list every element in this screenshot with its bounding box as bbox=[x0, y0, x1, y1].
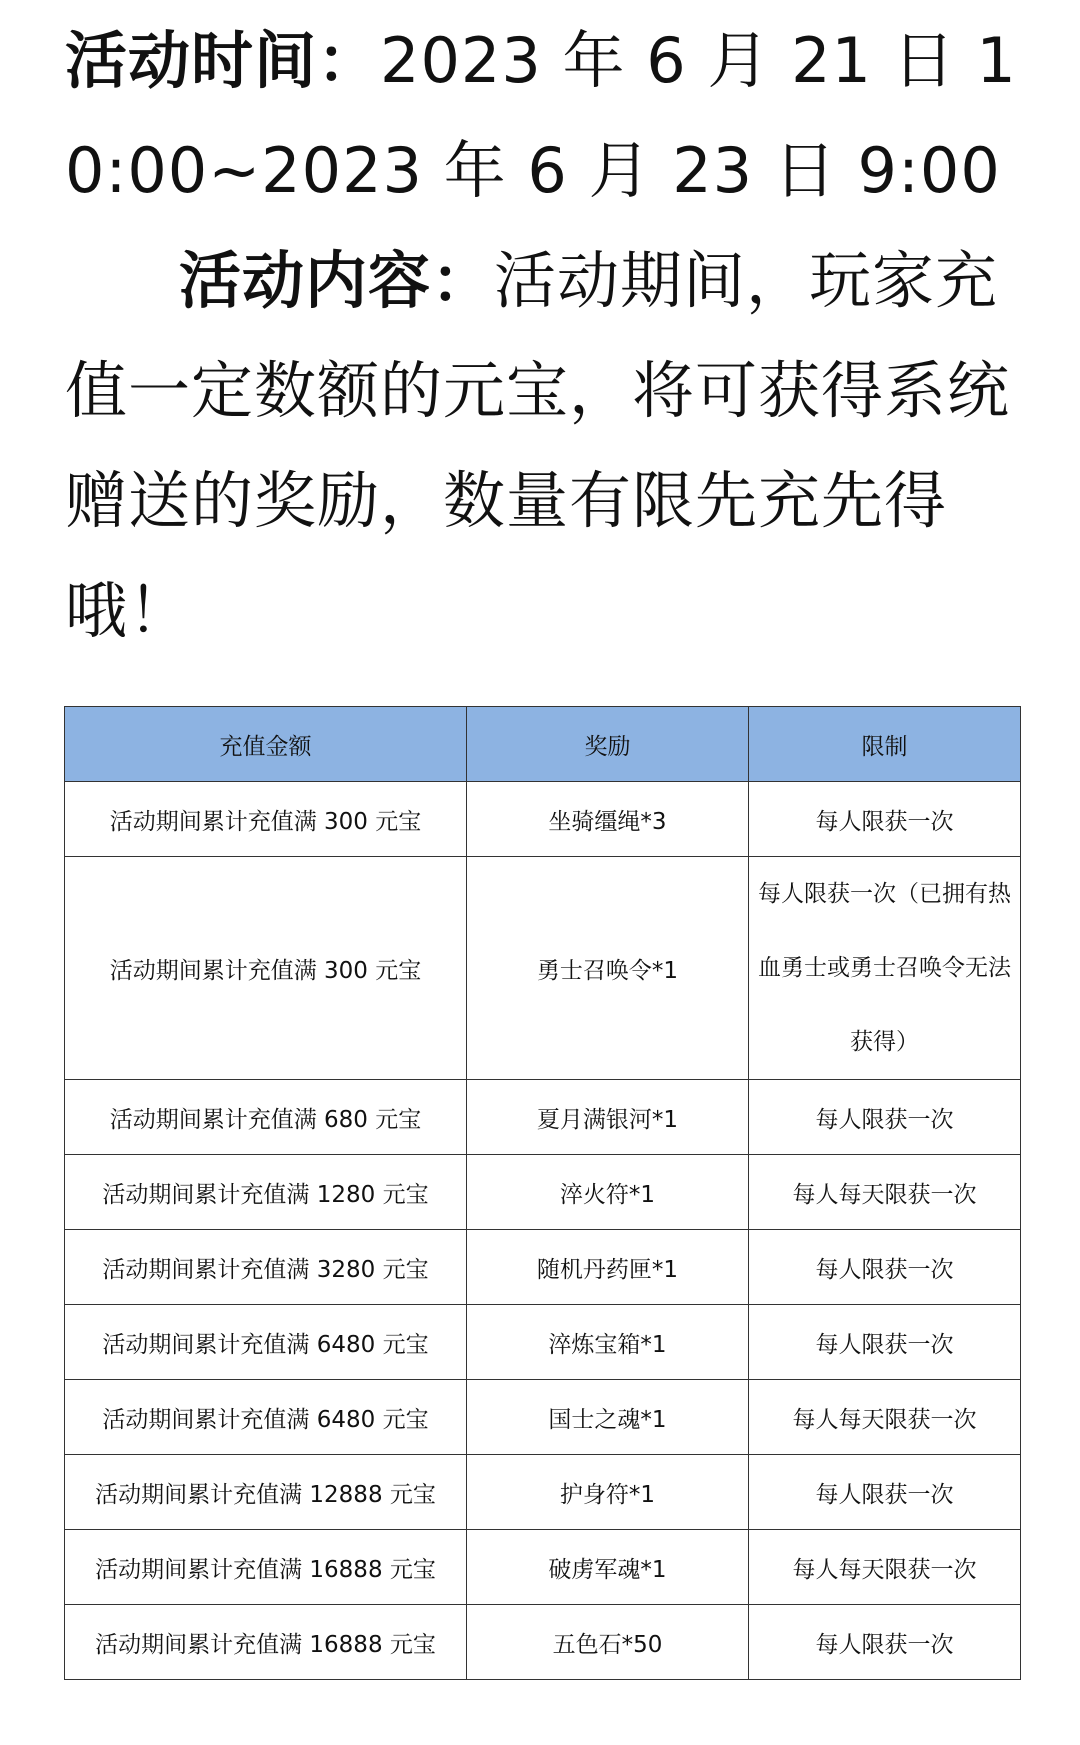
table-row bbox=[65, 1530, 1021, 1605]
event-content-label: 活动内容： bbox=[179, 244, 495, 317]
event-content bbox=[65, 226, 1025, 666]
cell-reward: 淬火符*1 bbox=[467, 1155, 749, 1230]
cell-reward: 夏月满银河*1 bbox=[467, 1080, 749, 1155]
table-row bbox=[65, 857, 1021, 1080]
cell-amount: 活动期间累计充值满 12888 元宝 bbox=[65, 1455, 467, 1530]
event-content-value: 活动期间，玩家充值一定数额的元宝，将可获得系统赠送的奖励，数量有限先充先得哦！ bbox=[65, 244, 1011, 647]
cell-amount: 活动期间累计充值满 3280 元宝 bbox=[65, 1230, 467, 1305]
cell-limit: 每人限获一次 bbox=[749, 782, 1021, 857]
cell-limit: 每人每天限获一次 bbox=[749, 1380, 1021, 1455]
cell-amount: 活动期间累计充值满 16888 元宝 bbox=[65, 1530, 467, 1605]
header-reward: 奖励 bbox=[467, 707, 749, 782]
cell-limit: 每人限获一次 bbox=[749, 1080, 1021, 1155]
table-row bbox=[65, 1305, 1021, 1380]
cell-reward: 国士之魂*1 bbox=[467, 1380, 749, 1455]
cell-limit: 每人限获一次 bbox=[749, 1230, 1021, 1305]
cell-amount: 活动期间累计充值满 300 元宝 bbox=[65, 782, 467, 857]
event-time bbox=[65, 6, 1025, 226]
table-row bbox=[65, 1230, 1021, 1305]
table-row bbox=[65, 1080, 1021, 1155]
cell-amount: 活动期间累计充值满 300 元宝 bbox=[65, 857, 467, 1080]
table-row bbox=[65, 1380, 1021, 1455]
rewards-table bbox=[64, 706, 1021, 1680]
header-limit: 限制 bbox=[749, 707, 1021, 782]
table-header-row bbox=[65, 707, 1021, 782]
cell-reward: 淬炼宝箱*1 bbox=[467, 1305, 749, 1380]
table-row bbox=[65, 1455, 1021, 1530]
header-amount: 充值金额 bbox=[65, 707, 467, 782]
cell-reward: 坐骑缰绳*3 bbox=[467, 782, 749, 857]
cell-amount: 活动期间累计充值满 6480 元宝 bbox=[65, 1380, 467, 1455]
cell-reward: 五色石*50 bbox=[467, 1605, 749, 1680]
cell-reward: 破虏军魂*1 bbox=[467, 1530, 749, 1605]
cell-amount: 活动期间累计充值满 16888 元宝 bbox=[65, 1605, 467, 1680]
cell-limit: 每人限获一次 bbox=[749, 1305, 1021, 1380]
cell-limit: 每人限获一次 bbox=[749, 1605, 1021, 1680]
cell-limit: 每人每天限获一次 bbox=[749, 1530, 1021, 1605]
cell-reward: 勇士召唤令*1 bbox=[467, 857, 749, 1080]
cell-limit: 每人限获一次 bbox=[749, 1455, 1021, 1530]
cell-reward: 随机丹药匣*1 bbox=[467, 1230, 749, 1305]
cell-amount: 活动期间累计充值满 6480 元宝 bbox=[65, 1305, 467, 1380]
event-description bbox=[65, 0, 1025, 666]
event-time-label: 活动时间： bbox=[65, 24, 381, 97]
cell-amount: 活动期间累计充值满 680 元宝 bbox=[65, 1080, 467, 1155]
cell-limit: 每人每天限获一次 bbox=[749, 1155, 1021, 1230]
table-row bbox=[65, 1605, 1021, 1680]
table-row bbox=[65, 782, 1021, 857]
cell-limit: 每人限获一次（已拥有热血勇士或勇士召唤令无法获得） bbox=[749, 857, 1021, 1080]
cell-amount: 活动期间累计充值满 1280 元宝 bbox=[65, 1155, 467, 1230]
table-row bbox=[65, 1155, 1021, 1230]
cell-reward: 护身符*1 bbox=[467, 1455, 749, 1530]
event-time-value: 2023 年 6 月 21 日 10:00~2023 年 6 月 23 日 9:00 bbox=[65, 24, 1017, 207]
